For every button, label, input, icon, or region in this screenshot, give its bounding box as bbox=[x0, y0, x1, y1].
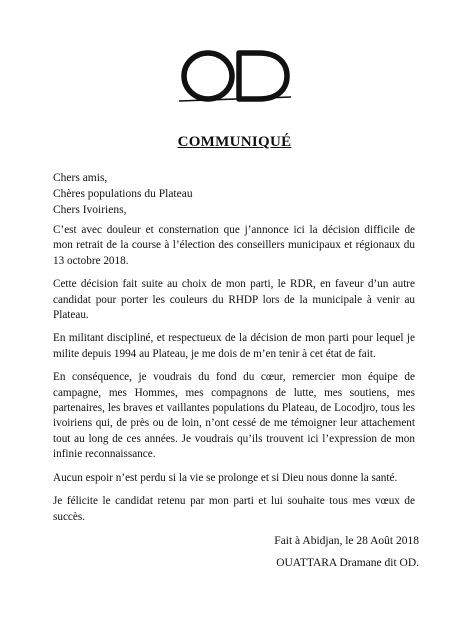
salutation-line: Chers amis, bbox=[53, 172, 108, 184]
salutation-line: Chers Ivoiriens, bbox=[53, 204, 127, 216]
salutation-line: Chères populations du Plateau bbox=[53, 188, 193, 200]
signatory-name: OUATTARA Dramane dit OD. bbox=[276, 557, 419, 569]
communique-body bbox=[53, 223, 415, 533]
paragraph: En militant discipliné, et respectueux de la décision de mon parti pour lequel je milite depuis 1994 au Plateau, je me dois de m’en tenir à cet état de fait. bbox=[53, 332, 415, 360]
paragraph: Je félicite le candidat retenu par mon parti et lui souhaite tous mes vœux de succès. bbox=[53, 495, 415, 523]
od-logo-mark bbox=[175, 40, 295, 104]
paragraph: Aucun espoir n’est perdu si la vie se prolonge et si Dieu nous donne la santé. bbox=[53, 471, 398, 484]
od-logo bbox=[0, 40, 469, 104]
paragraph: C’est avec douleur et consternation que j’annonce ici la décision difficile de mon retrait de la course à l’élection des conseillers municipaux et régionaux du 13 octobre 2018. bbox=[53, 224, 415, 267]
page-title: COMMUNIQUÉ bbox=[177, 134, 292, 150]
salutation bbox=[53, 170, 193, 218]
signature-block bbox=[251, 530, 419, 574]
paragraph: En conséquence, je voudrais du fond du cœur, remercier mon équipe de campagne, mes Hommes, mes compagnons de lutte, mes soutiens, mes partenaires, les braves et vaillantes populations du Plateau, de Locodjro, tous les ivoiriens qui, de près ou de loin, n’ont cessé de me témoigner leur attachement tout au long de ces années. Je voudrais qu’ils trouvent ici l’expression de mon infinie reconnaissance. bbox=[53, 371, 415, 461]
place-date: Fait à Abidjan, le 28 Août 2018 bbox=[274, 535, 419, 547]
paragraph: Cette décision fait suite au choix de mon parti, le RDR, en faveur d’un autre candidat pour porter les couleurs du RHDP lors de la municipale à venir au Plateau. bbox=[53, 278, 415, 322]
